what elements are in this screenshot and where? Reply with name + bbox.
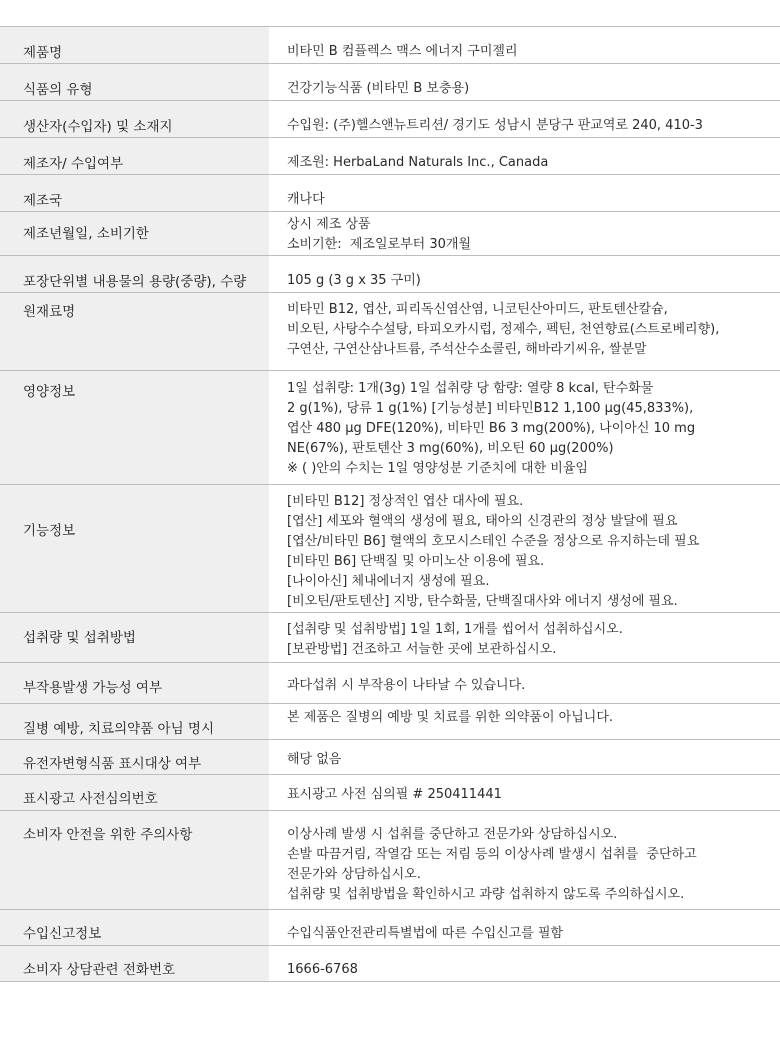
row-value-line: NE(67%), 판토텐산 3 mg(60%), 비오틴 60 μg(200%): [287, 441, 614, 456]
row-label-cell: [0, 663, 269, 704]
row-value-line: 섭취량 및 섭취방법을 확인하시고 과량 섭취하지 않도록 주의하십시오.: [287, 887, 685, 902]
row-label: 제조국: [23, 193, 63, 209]
row-value-cell: [269, 663, 780, 704]
row-value-line: 전문가와 상담하십시오.: [287, 867, 421, 882]
row-label-cell: [0, 775, 269, 811]
row-label: 표시광고 사전심의번호: [23, 791, 158, 807]
row-value-line: [보관방법] 건조하고 서늘한 곳에 보관하십시오.: [287, 642, 557, 657]
row-value-line: 표시광고 사전 심의필 # 250411441: [287, 787, 502, 802]
table-row: [0, 704, 780, 740]
row-label-cell: [0, 485, 269, 613]
row-label: 제품명: [23, 45, 63, 61]
table-row: [0, 663, 780, 704]
row-value-line: 상시 제조 상품: [287, 217, 371, 232]
table-row: [0, 27, 780, 64]
row-value-line: [엽산] 세포와 혈액의 생성에 필요, 태아의 신경관의 정상 발달에 필요: [287, 514, 678, 529]
row-label-cell: [0, 27, 269, 64]
table-row: [0, 775, 780, 811]
table-row: [0, 811, 780, 910]
row-label-cell: [0, 811, 269, 910]
row-value-line: 비오틴, 사탕수수설탕, 타피오카시럽, 정제수, 펙틴, 천연향료(스트로베리향),: [287, 322, 720, 337]
row-label: 제조자/ 수입여부: [23, 156, 124, 172]
row-value-line: [섭취량 및 섭취방법] 1일 1회, 1개를 씹어서 섭취하십시오.: [287, 622, 623, 637]
row-label-cell: [0, 212, 269, 256]
row-value-line: 해당 없음: [287, 752, 342, 767]
row-label: 기능정보: [23, 523, 76, 539]
row-value-line: 이상사례 발생 시 섭취를 중단하고 전문가와 상담하십시오.: [287, 827, 618, 842]
table-row: [0, 613, 780, 663]
row-label: 원재료명: [23, 304, 76, 320]
row-value-cell: [269, 704, 780, 740]
table-row: [0, 293, 780, 371]
row-label: 포장단위별 내용물의 용량(중량), 수량: [23, 274, 247, 290]
row-value-cell: [269, 175, 780, 212]
row-label-cell: [0, 910, 269, 946]
row-value-cell: [269, 910, 780, 946]
row-value-line: 소비기한: 제조일로부터 30개월: [287, 237, 472, 252]
product-info-table: [0, 26, 780, 982]
row-value-cell: [269, 64, 780, 101]
row-value-cell: [269, 485, 780, 613]
row-label: 질병 예방, 치료의약품 아님 명시: [23, 721, 214, 737]
row-value-cell: [269, 740, 780, 775]
row-value-cell: [269, 27, 780, 64]
row-label: 영양정보: [23, 384, 76, 400]
row-value-line: 수입원: (주)헬스앤뉴트리션/ 경기도 성남시 분당구 판교역로 240, 410-3: [287, 118, 703, 133]
row-value-line: 비타민 B12, 엽산, 피리독신염산염, 니코틴산아미드, 판토텐산칼슘,: [287, 302, 668, 317]
row-value-line: 105 g (3 g x 35 구미): [287, 273, 421, 288]
row-value-cell: [269, 256, 780, 293]
row-label-cell: [0, 946, 269, 982]
row-label-cell: [0, 704, 269, 740]
row-value-line: 구연산, 구연산삼나트륨, 주석산수소콜린, 해바라기씨유, 쌀분말: [287, 342, 647, 357]
row-label: 소비자 상담관련 전화번호: [23, 962, 176, 978]
row-label-cell: [0, 138, 269, 175]
row-label: 생산자(수입자) 및 소재지: [23, 119, 173, 135]
table-row: [0, 910, 780, 946]
row-value-cell: [269, 212, 780, 256]
table-row: [0, 371, 780, 485]
row-value-line: 1666-6768: [287, 962, 358, 977]
row-label-cell: [0, 64, 269, 101]
row-value-line: 캐나다: [287, 192, 325, 207]
row-label: 식품의 유형: [23, 82, 93, 98]
row-value-line: 엽산 480 μg DFE(120%), 비타민 B6 3 mg(200%), 나이아신 10 mg: [287, 421, 696, 436]
row-label: 유전자변형식품 표시대상 여부: [23, 756, 202, 772]
row-value-line: [비타민 B12] 정상적인 엽산 대사에 필요.: [287, 494, 524, 509]
product-info-body: [0, 27, 780, 982]
table-row: [0, 946, 780, 982]
row-value-cell: [269, 138, 780, 175]
row-label-cell: [0, 101, 269, 138]
row-label-cell: [0, 740, 269, 775]
row-label: 수입신고정보: [23, 926, 102, 942]
row-value-cell: [269, 775, 780, 811]
row-label: 부작용발생 가능성 여부: [23, 680, 162, 696]
row-value-cell: [269, 946, 780, 982]
row-value-line: 건강기능식품 (비타민 B 보충용): [287, 81, 470, 96]
row-label: 제조년월일, 소비기한: [23, 226, 149, 242]
row-value-line: [비오틴/판토텐산] 지방, 탄수화물, 단백질대사와 에너지 생성에 필요.: [287, 594, 678, 609]
table-row: [0, 175, 780, 212]
row-value-line: 제조원: HerbaLand Naturals Inc., Canada: [287, 155, 549, 170]
row-label-cell: [0, 256, 269, 293]
table-row: [0, 101, 780, 138]
table-row: [0, 485, 780, 613]
row-value-line: 손발 따끔거림, 작열감 또는 저림 등의 이상사례 발생시 섭취를 중단하고: [287, 847, 697, 862]
row-value-cell: [269, 293, 780, 371]
row-label: 소비자 안전을 위한 주의사항: [23, 827, 193, 843]
row-value-cell: [269, 371, 780, 485]
row-value-line: 비타민 B 컴플렉스 맥스 에너지 구미젤리: [287, 44, 518, 59]
row-value-line: 수입식품안전관리특별법에 따른 수입신고를 필함: [287, 926, 564, 941]
row-label-cell: [0, 175, 269, 212]
row-value-line: [비타민 B6] 단백질 및 아미노산 이용에 필요.: [287, 554, 545, 569]
table-row: [0, 212, 780, 256]
table-row: [0, 740, 780, 775]
row-value-line: 과다섭취 시 부작용이 나타날 수 있습니다.: [287, 678, 526, 693]
row-value-line: [나이아신] 체내에너지 생성에 필요.: [287, 574, 490, 589]
row-label: 섭취량 및 섭취방법: [23, 630, 136, 646]
row-label-cell: [0, 613, 269, 663]
row-value-line: [엽산/비타민 B6] 혈액의 호모시스테인 수준을 정상으로 유지하는데 필요: [287, 534, 700, 549]
table-row: [0, 138, 780, 175]
row-label-cell: [0, 293, 269, 371]
row-value-line: 1일 섭취량: 1개(3g) 1일 섭취량 당 함량: 열량 8 kcal, 탄수화물: [287, 381, 654, 396]
row-value-line: 본 제품은 질병의 예방 및 치료를 위한 의약품이 아닙니다.: [287, 710, 614, 725]
table-row: [0, 256, 780, 293]
row-value-line: ※ ( )안의 수치는 1일 영양성분 기준치에 대한 비율임: [287, 461, 588, 476]
row-value-line: 2 g(1%), 당류 1 g(1%) [기능성분] 비타민B12 1,100 μg(45,833%),: [287, 401, 694, 416]
row-value-cell: [269, 613, 780, 663]
row-value-cell: [269, 101, 780, 138]
row-value-cell: [269, 811, 780, 910]
row-label-cell: [0, 371, 269, 485]
top-spacer: [0, 0, 780, 26]
table-row: [0, 64, 780, 101]
